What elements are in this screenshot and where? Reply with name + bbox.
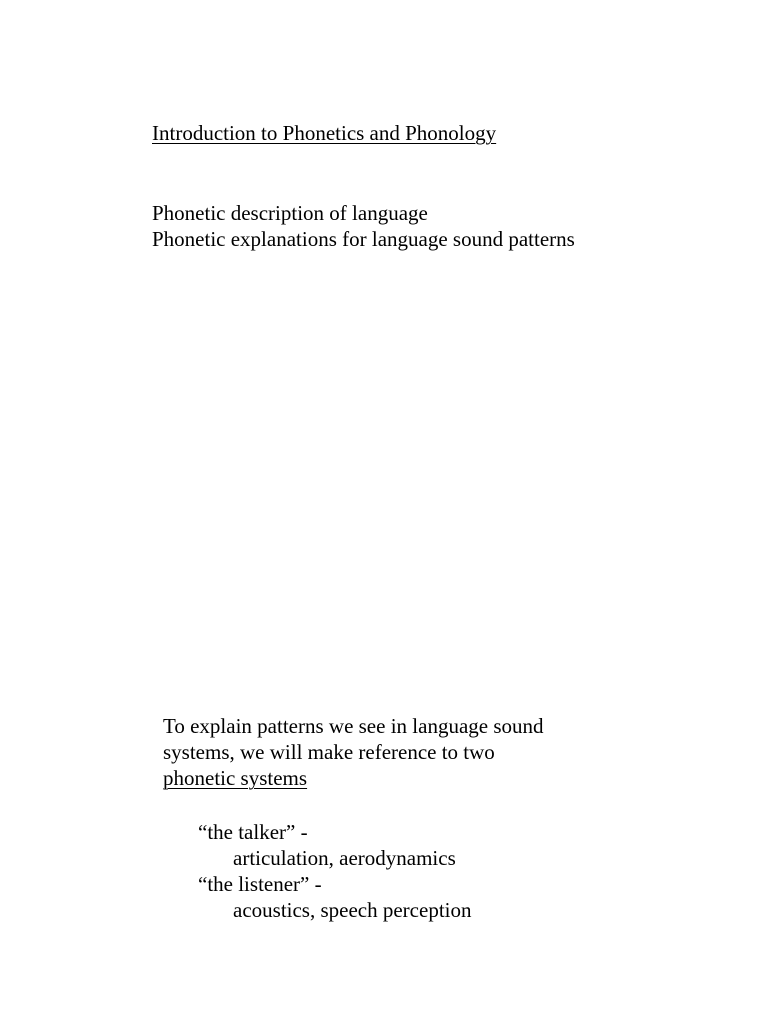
document-title: Introduction to Phonetics and Phonology [152, 121, 497, 145]
talker-detail: articulation, aerodynamics [233, 846, 456, 870]
intro-line-2: systems, we will make reference to two [163, 740, 495, 764]
intro-line-1: To explain patterns we see in language sound [163, 714, 544, 738]
listener-detail: acoustics, speech perception [233, 898, 472, 922]
topic-line-1: Phonetic description of language [152, 201, 428, 225]
topic-line-2: Phonetic explanations for language sound patterns [152, 227, 575, 251]
phonetic-systems-heading: phonetic systems [163, 766, 308, 790]
listener-label: “the listener” - [198, 872, 322, 896]
talker-label: “the talker” - [198, 820, 308, 844]
